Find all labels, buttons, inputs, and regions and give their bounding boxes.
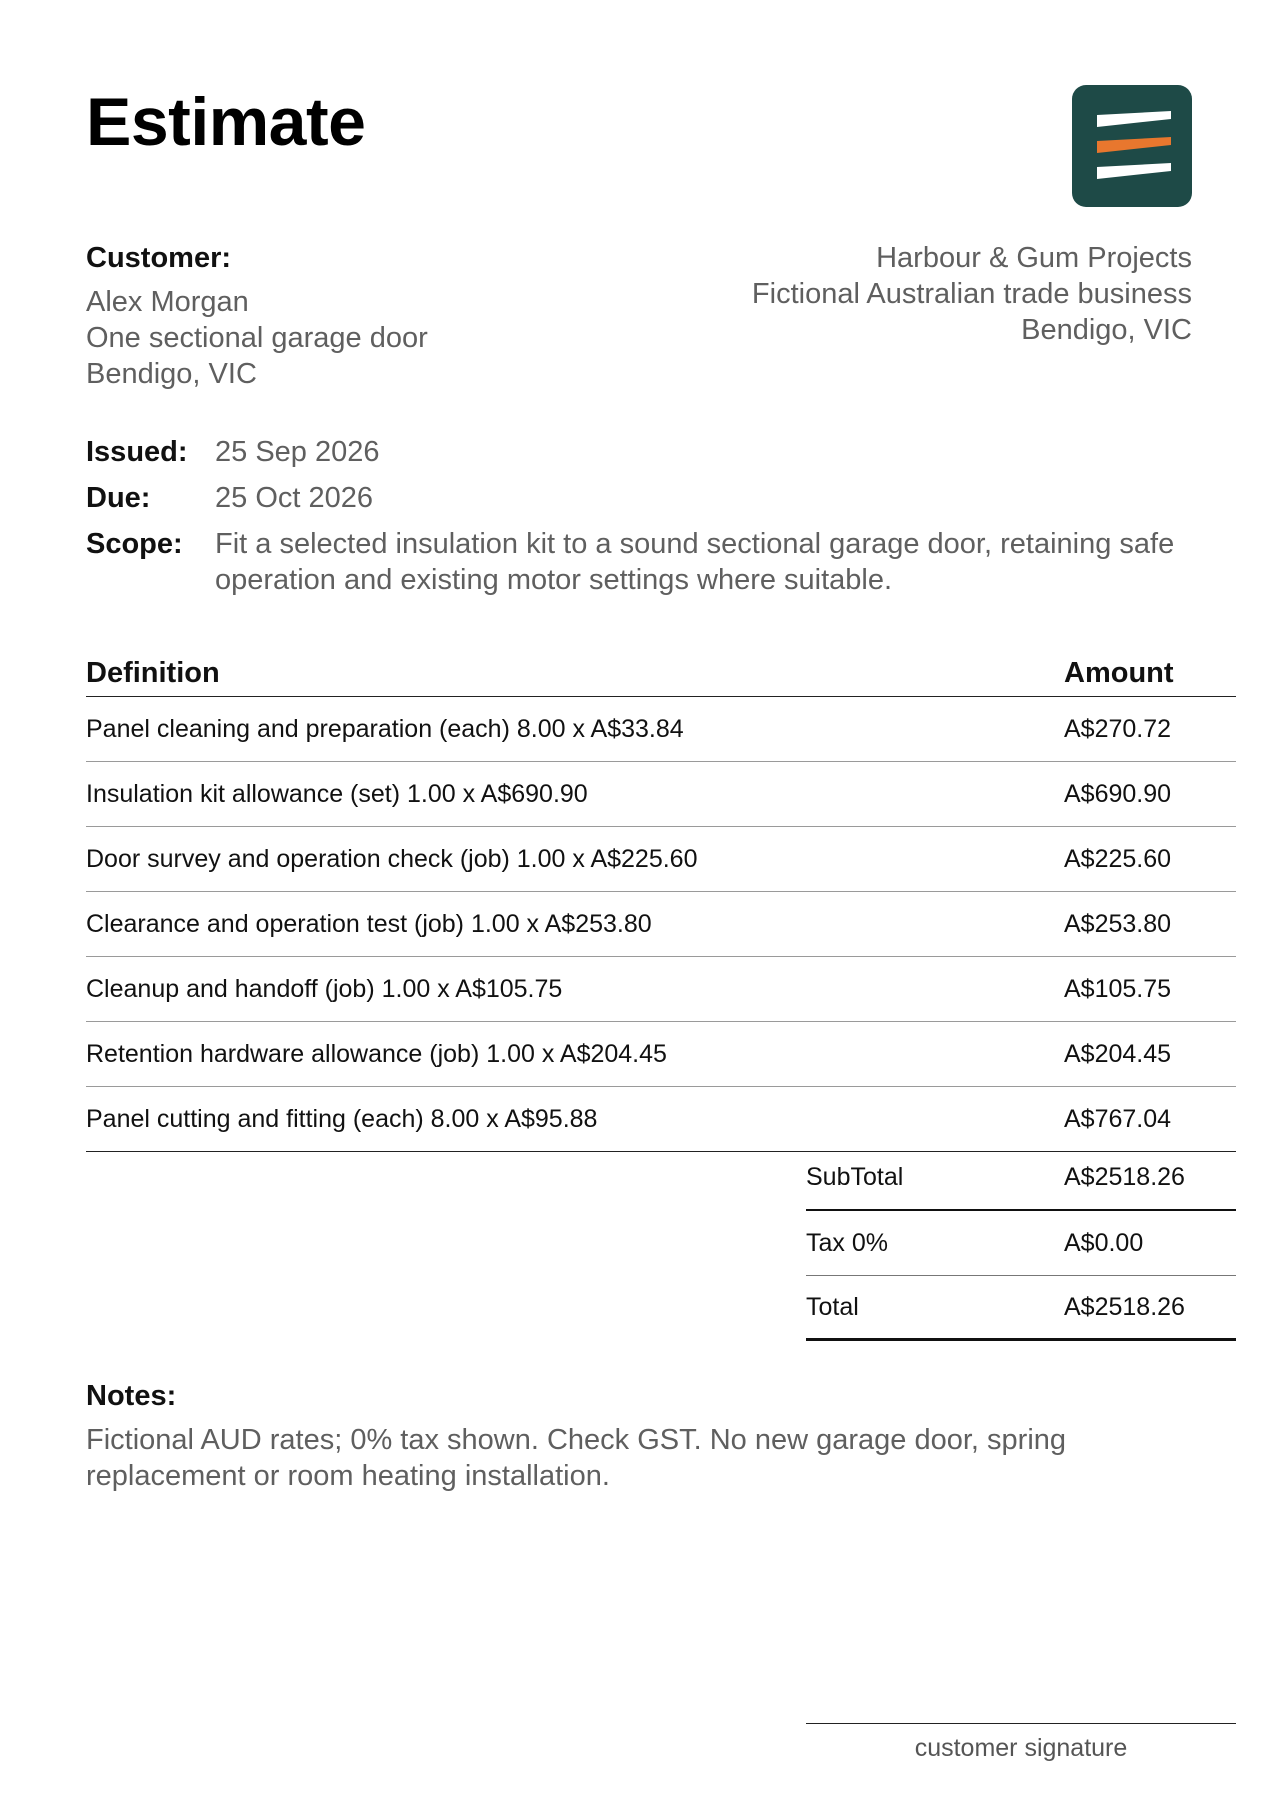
table-row (86, 827, 1236, 892)
tax-value: A$0.00 (1064, 1228, 1144, 1257)
scope-row (86, 526, 1196, 598)
table-row (86, 957, 1236, 1022)
customer-name: Alex Morgan (86, 286, 249, 318)
business-block (752, 240, 1192, 348)
notes-text: Fictional AUD rates; 0% tax shown. Check GST. No new garage door, spring replacement or room heating installation. (86, 1424, 1067, 1492)
table-header (86, 655, 1236, 697)
table-row (86, 1087, 1236, 1152)
row-definition: Cleanup and handoff (job) 1.00 x A$105.75 (86, 974, 563, 1003)
business-name: Harbour & Gum Projects (876, 242, 1192, 274)
customer-block (86, 240, 428, 392)
definition-header: Definition (86, 657, 220, 689)
issued-label: Issued: (86, 436, 188, 468)
row-amount: A$270.72 (1064, 714, 1172, 743)
notes-block (86, 1378, 1196, 1494)
row-definition: Door survey and operation check (job) 1.00 x A$225.60 (86, 844, 698, 873)
due-row (86, 480, 1196, 516)
table-row (86, 892, 1236, 957)
customer-label: Customer: (86, 242, 232, 274)
subtotal-label: SubTotal (806, 1163, 904, 1191)
estimate-meta (86, 434, 1196, 608)
total-value: A$2518.26 (1064, 1292, 1185, 1321)
customer-location: Bendigo, VIC (86, 358, 257, 390)
row-definition: Panel cutting and fitting (each) 8.00 x A$95.88 (86, 1104, 598, 1133)
total-row (806, 1276, 1236, 1341)
row-definition: Retention hardware allowance (job) 1.00 x A$204.45 (86, 1039, 667, 1068)
totals-block (806, 1146, 1236, 1341)
row-amount: A$690.90 (1064, 779, 1172, 808)
row-amount: A$767.04 (1064, 1104, 1172, 1133)
table-row (86, 1022, 1236, 1087)
tax-row (806, 1211, 1236, 1276)
document-title: Estimate (86, 84, 366, 160)
business-tagline: Fictional Australian trade business (751, 278, 1192, 310)
line-items-table (86, 655, 1236, 1152)
due-label: Due: (86, 482, 151, 514)
tax-label: Tax 0% (806, 1228, 888, 1257)
row-amount: A$253.80 (1064, 909, 1172, 938)
signature-line (806, 1723, 1236, 1763)
issued-row (86, 434, 1196, 470)
row-amount: A$105.75 (1064, 974, 1172, 1003)
amount-header: Amount (1064, 657, 1174, 689)
customer-job: One sectional garage door (86, 322, 428, 354)
stacked-panels-logo-icon (1072, 85, 1192, 207)
signature-label: customer signature (914, 1734, 1128, 1762)
subtotal-value: A$2518.26 (1064, 1163, 1185, 1191)
row-amount: A$204.45 (1064, 1039, 1172, 1068)
row-amount: A$225.60 (1064, 844, 1172, 873)
scope-label: Scope: (86, 528, 183, 560)
row-definition: Panel cleaning and preparation (each) 8.00 x A$33.84 (86, 714, 684, 743)
table-row (86, 762, 1236, 827)
row-definition: Insulation kit allowance (set) 1.00 x A$690.90 (86, 779, 588, 808)
notes-label: Notes: (86, 1380, 177, 1412)
scope-text: Fit a selected insulation kit to a sound sectional garage door, retaining safe operation and existing motor settings where suitable. (215, 528, 1175, 596)
table-row (86, 697, 1236, 762)
due-date: 25 Oct 2026 (215, 482, 373, 514)
total-label: Total (806, 1292, 859, 1321)
business-location: Bendigo, VIC (1021, 314, 1192, 346)
row-definition: Clearance and operation test (job) 1.00 x A$253.80 (86, 909, 652, 938)
issued-date: 25 Sep 2026 (215, 436, 380, 468)
subtotal-row (806, 1146, 1236, 1211)
